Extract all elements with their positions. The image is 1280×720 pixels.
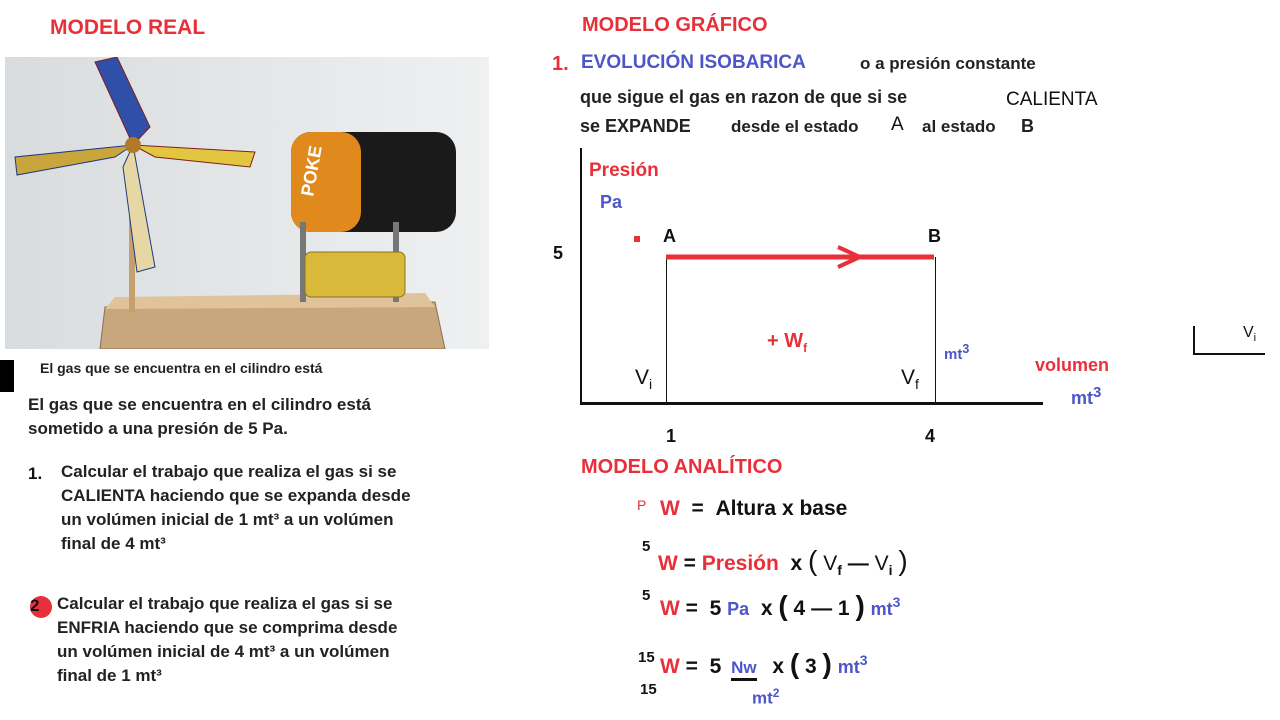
partial-vi-letter: V xyxy=(1243,324,1254,341)
desc-line-2b: CALIENTA xyxy=(1006,89,1098,110)
point-a-label: A xyxy=(663,226,676,246)
eq1-lhs: W xyxy=(660,497,680,520)
problem-1-line-4: final de 4 mt³ xyxy=(61,534,166,553)
eq4-eq: = xyxy=(685,655,698,678)
eq3-lhs: W xyxy=(660,597,680,620)
margin-mark-0: P xyxy=(637,497,647,513)
vf-letter: V xyxy=(901,366,916,389)
graphic-model-title: MODELO GRÁFICO xyxy=(582,14,768,36)
eq3-x: x xyxy=(760,597,773,620)
work-label-text: + W xyxy=(767,330,804,352)
eq3-n: 5 xyxy=(709,597,722,620)
eq3-open: ( xyxy=(778,590,788,621)
red-dot-marker xyxy=(634,236,640,242)
x-tick-4: 4 xyxy=(925,426,936,446)
problem-1-line-2: CALIENTA haciendo que se expanda desde xyxy=(61,486,411,505)
eq4-den: mt xyxy=(752,688,773,708)
partial-vi-sub: i xyxy=(1253,332,1257,345)
eq1-eq: = xyxy=(691,497,704,520)
y-axis-label: Presión xyxy=(589,160,659,181)
equation-3 xyxy=(660,590,900,622)
eq4-numerator: Nw xyxy=(731,658,757,681)
eq4-mt: mt xyxy=(837,657,860,677)
edge-marker xyxy=(0,360,14,392)
desc-line-3a: se EXPANDE xyxy=(580,116,691,136)
margin-mark-3: 15 xyxy=(638,649,655,666)
y-axis-unit: Pa xyxy=(600,192,623,212)
eq2-vf: V xyxy=(823,552,838,575)
eq1-rhs: Altura x base xyxy=(715,497,848,520)
eq4-open: ( xyxy=(789,648,800,679)
margin-mark-1: 5 xyxy=(642,538,651,555)
real-model-photo xyxy=(5,57,489,349)
eq4-close: ) xyxy=(822,648,832,679)
vi-label xyxy=(635,366,652,392)
x-axis-unit-exp: 3 xyxy=(1093,384,1102,401)
equation-4 xyxy=(660,648,868,681)
isobaric-desc: o a presión constante xyxy=(860,54,1036,73)
statement-line-2: sometido a una presión de 5 Pa. xyxy=(28,419,288,438)
partial-mt3 xyxy=(944,342,969,363)
equation-1 xyxy=(660,497,847,521)
can-label: POKE xyxy=(297,143,326,198)
eq4-n: 5 xyxy=(709,655,722,678)
desc-line-3b: desde el estado xyxy=(731,117,859,136)
eq2-close: ) xyxy=(898,545,908,576)
problem-2-line-4: final de 1 mt³ xyxy=(57,666,162,685)
eq3-eq: = xyxy=(685,597,698,620)
eq4-a: 3 xyxy=(805,655,817,678)
work-label xyxy=(767,330,807,355)
desc-state-a: A xyxy=(891,114,904,135)
desc-line-3d: al estado xyxy=(922,117,996,136)
eq2-vf-sub: f xyxy=(837,562,842,579)
eq4-lhs: W xyxy=(660,655,680,678)
problem-2-line-1: Calcular el trabajo que realiza el gas si se xyxy=(57,594,393,613)
eq2-vi: V xyxy=(874,552,889,575)
x-axis-label: volumen xyxy=(1035,355,1110,375)
eq4-x: x xyxy=(772,655,784,678)
eq3-b: 1 xyxy=(837,597,850,620)
eq4-denominator xyxy=(752,686,779,709)
eq2-x: x xyxy=(790,552,803,575)
eq2-lhs: W xyxy=(658,552,678,575)
statement-line-1: El gas que se encuentra en el cilindro está xyxy=(28,395,371,414)
eq4-exp: 3 xyxy=(859,652,868,668)
problem-1 xyxy=(61,460,411,556)
real-model-title: MODELO REAL xyxy=(50,16,206,39)
x-axis-unit-text: mt xyxy=(1071,388,1093,408)
vf-label xyxy=(901,366,919,392)
y-tick-5: 5 xyxy=(553,243,564,263)
problem-2-line-3: un volúmen inicial de 4 mt³ a un volúmen xyxy=(57,642,390,661)
problem-2-number: 2 xyxy=(30,596,40,615)
eq3-minus: — xyxy=(811,597,833,620)
photo-caption: El gas que se encuentra en el cilindro está xyxy=(40,360,323,376)
margin-mark-4: 15 xyxy=(640,681,657,698)
desc-state-b: B xyxy=(1021,116,1034,136)
pinwheel-can-illustration xyxy=(5,57,489,349)
problem-2-line-2: ENFRIA haciendo que se comprima desde xyxy=(57,618,398,637)
problem-1-number: 1. xyxy=(28,464,43,483)
y-axis xyxy=(580,148,582,404)
partial-vi xyxy=(1243,324,1256,344)
margin-mark-2: 5 xyxy=(642,587,651,604)
eq2-vi-sub: i xyxy=(888,562,893,579)
problem-1-line-3: un volúmen inicial de 1 mt³ a un volúmen xyxy=(61,510,394,529)
eq3-exp: 3 xyxy=(892,594,901,610)
problem-2 xyxy=(57,592,397,688)
x-tick-1: 1 xyxy=(666,426,677,446)
equation-2 xyxy=(658,545,908,578)
eq3-unit: Pa xyxy=(727,599,750,619)
point-b-label: B xyxy=(928,226,941,246)
eq2-eq: = xyxy=(683,552,696,575)
eq3-mt: mt xyxy=(870,599,893,619)
partial-mt: mt xyxy=(944,346,963,363)
desc-line-2a: que sigue el gas en razon de que si se xyxy=(580,87,908,107)
vi-sub: i xyxy=(649,376,653,393)
x-axis-unit xyxy=(1071,384,1101,409)
partial-mt-exp: 3 xyxy=(962,342,970,356)
eq2-minus: — xyxy=(847,552,869,575)
work-label-sub: f xyxy=(803,341,808,355)
isobaric-title: EVOLUCIÓN ISOBARICA xyxy=(581,52,806,73)
eq3-a: 4 xyxy=(793,597,806,620)
eq4-den-exp: 2 xyxy=(772,686,780,700)
problem-1-line-1: Calcular el trabajo que realiza el gas si se xyxy=(61,462,397,481)
vi-letter: V xyxy=(635,366,650,389)
partial-vi-box xyxy=(1193,326,1265,355)
eq2-open: ( xyxy=(808,545,818,576)
isobaric-arrow xyxy=(660,244,940,270)
item-number: 1. xyxy=(552,53,569,75)
eq2-pressure: Presión xyxy=(701,552,779,575)
vf-sub: f xyxy=(915,376,919,393)
analytic-model-title: MODELO ANALÍTICO xyxy=(581,456,783,478)
eq3-close: ) xyxy=(855,590,865,621)
